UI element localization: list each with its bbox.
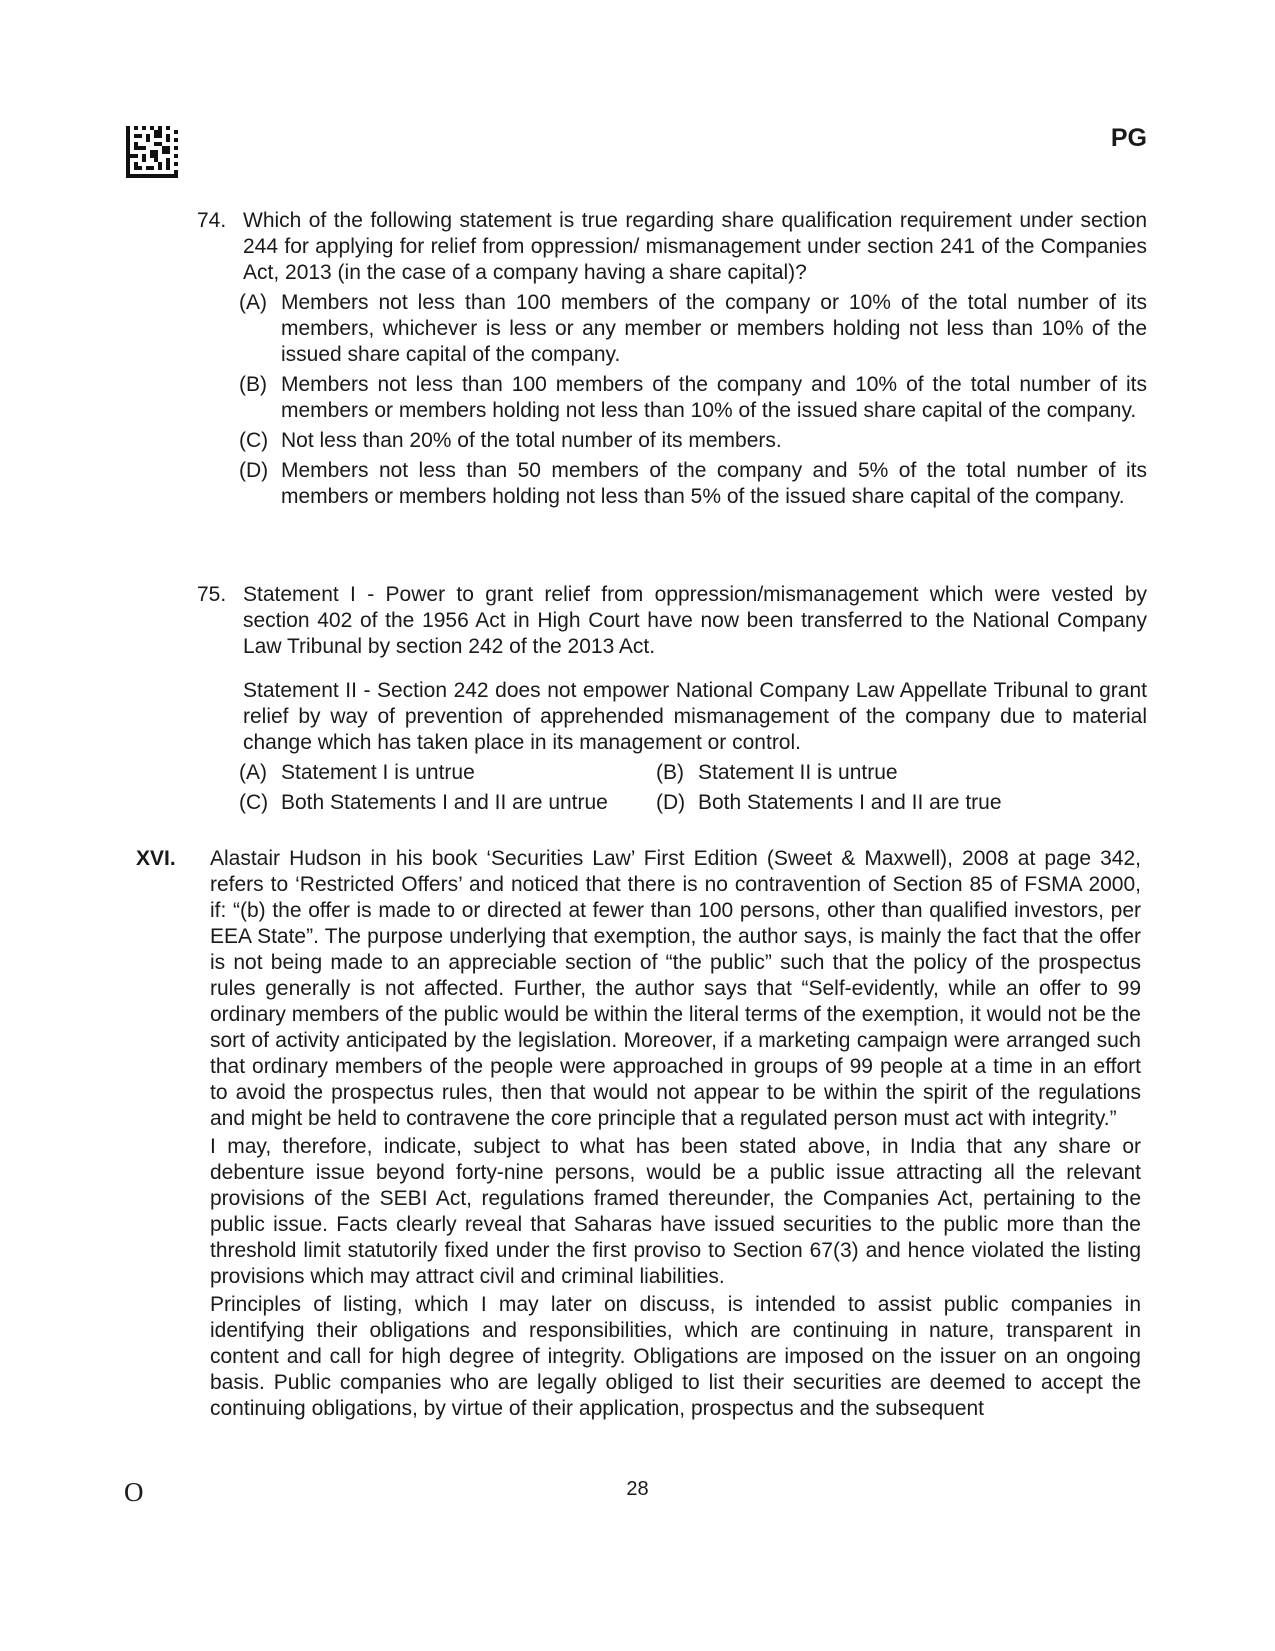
option-label: (D) bbox=[239, 459, 269, 482]
option-text: Not less than 20% of the total number of its members. bbox=[281, 429, 782, 452]
option-c bbox=[239, 428, 1147, 454]
option-b bbox=[239, 372, 1147, 424]
option-text: Members not less than 100 members of the company or 10% of the total number of its members, whichever is less or any member or members holding not less than 10% of the issued share capital of the company. bbox=[281, 291, 1147, 366]
passage-paragraph: Alastair Hudson in his book ‘Securities Law’ First Edition (Sweet & Maxwell), 2008 at page 342, refers to ‘Restricted Offers’ and noticed that there is no contravention of Section 85 of FSMA 2000, if: “(b) the offer is made to or directed at fewer than 100 persons, other than qualified investors, per EEA State”. The purpose underlying that exemption, the author says, is mainly the fact that the offer is not being made to an appreciable section of “the public” such that the policy of the prospectus rules generally is not affected. Further, the author says that “Self-evidently, while an offer to 99 ordinary members of the public would be within the literal terms of the exemption, it would not be the sort of activity anticipated by the legislation. Moreover, if a marketing campaign were arranged such that ordinary members of the people were approached in groups of 99 people at a time in an effort to avoid the prospectus rules, then that would not appear to be within the spirit of the regulations and might be held to contravene the core principle that a regulated person must act with integrity.” bbox=[210, 847, 1141, 1130]
option-a bbox=[239, 760, 656, 786]
passage-paragraph: Principles of listing, which I may later on discuss, is intended to assist public companies in identifying their obligations and responsibilities, which are continuing in nature, transparent in content and call for high degree of integrity. Obligations are imposed on the issuer on an ongoing basis. Public companies who are legally obliged to list their securities are deemed to accept the continuing obligations, by virtue of their application, prospectus and the subsequent bbox=[210, 1293, 1141, 1420]
question-number: 74. bbox=[197, 209, 227, 232]
option-label: (B) bbox=[239, 373, 267, 396]
statement-1: Statement I - Power to grant relief from oppression/mismanagement which were vested by section 402 of the 1956 Act in High Court have now been transferred to the National Company Law Tribunal by section 242 of the 2013 Act. bbox=[243, 583, 1147, 658]
paper-code: PG bbox=[1110, 124, 1147, 152]
page-number: 28 bbox=[626, 1478, 649, 1500]
option-d bbox=[656, 790, 1147, 816]
passage-xvi bbox=[136, 846, 1141, 1424]
question-number: 75. bbox=[197, 583, 227, 606]
question-75 bbox=[197, 582, 1147, 816]
option-c bbox=[239, 790, 656, 816]
option-text: Statement I is untrue bbox=[281, 761, 475, 784]
option-label: (B) bbox=[656, 761, 684, 784]
option-text: Members not less than 100 members of the company and 10% of the total number of its members or members holding not less than 10% of the issued share capital of the company. bbox=[281, 373, 1147, 422]
option-text: Members not less than 50 members of the company and 5% of the total number of its members or members holding not less than 5% of the issued share capital of the company. bbox=[281, 459, 1147, 508]
option-label: (C) bbox=[239, 791, 269, 814]
option-label: (C) bbox=[239, 429, 269, 452]
option-label: (A) bbox=[239, 761, 267, 784]
statement-2: Statement II - Section 242 does not empower National Company Law Appellate Tribunal to grant relief by way of prevention of apprehended mismanagement of the company due to material change which has taken place in its management or control. bbox=[243, 679, 1147, 754]
question-text: Which of the following statement is true regarding share qualification requirement under section 244 for applying for relief from oppression/ mismanagement under section 241 of the Companies Act, 2013 (in the case of a company having a share capital)? bbox=[243, 209, 1147, 284]
option-label: (D) bbox=[656, 791, 686, 814]
option-text: Both Statements I and II are true bbox=[698, 791, 1002, 814]
datamatrix-barcode bbox=[126, 126, 178, 178]
question-74 bbox=[197, 208, 1147, 514]
option-label: (A) bbox=[239, 291, 267, 314]
option-b bbox=[656, 760, 1147, 786]
options-grid bbox=[239, 760, 1147, 816]
option-d bbox=[239, 458, 1147, 510]
footer-letter: O bbox=[124, 1477, 144, 1507]
passage-number: XVI. bbox=[136, 847, 176, 870]
option-text: Statement II is untrue bbox=[698, 761, 898, 784]
option-text: Both Statements I and II are untrue bbox=[281, 791, 608, 814]
option-a bbox=[239, 290, 1147, 368]
options-list bbox=[239, 290, 1147, 510]
passage-paragraph: I may, therefore, indicate, subject to what has been stated above, in India that any share or debenture issue beyond forty-nine persons, would be a public issue attracting all the relevant provisions of the SEBI Act, regulations framed thereunder, the Companies Act, pertaining to the public issue. Facts clearly reveal that Saharas have issued securities to the public more than the threshold limit statutorily fixed under the first proviso to Section 67(3) and hence violated the listing provisions which may attract civil and criminal liabilities. bbox=[210, 1135, 1141, 1288]
